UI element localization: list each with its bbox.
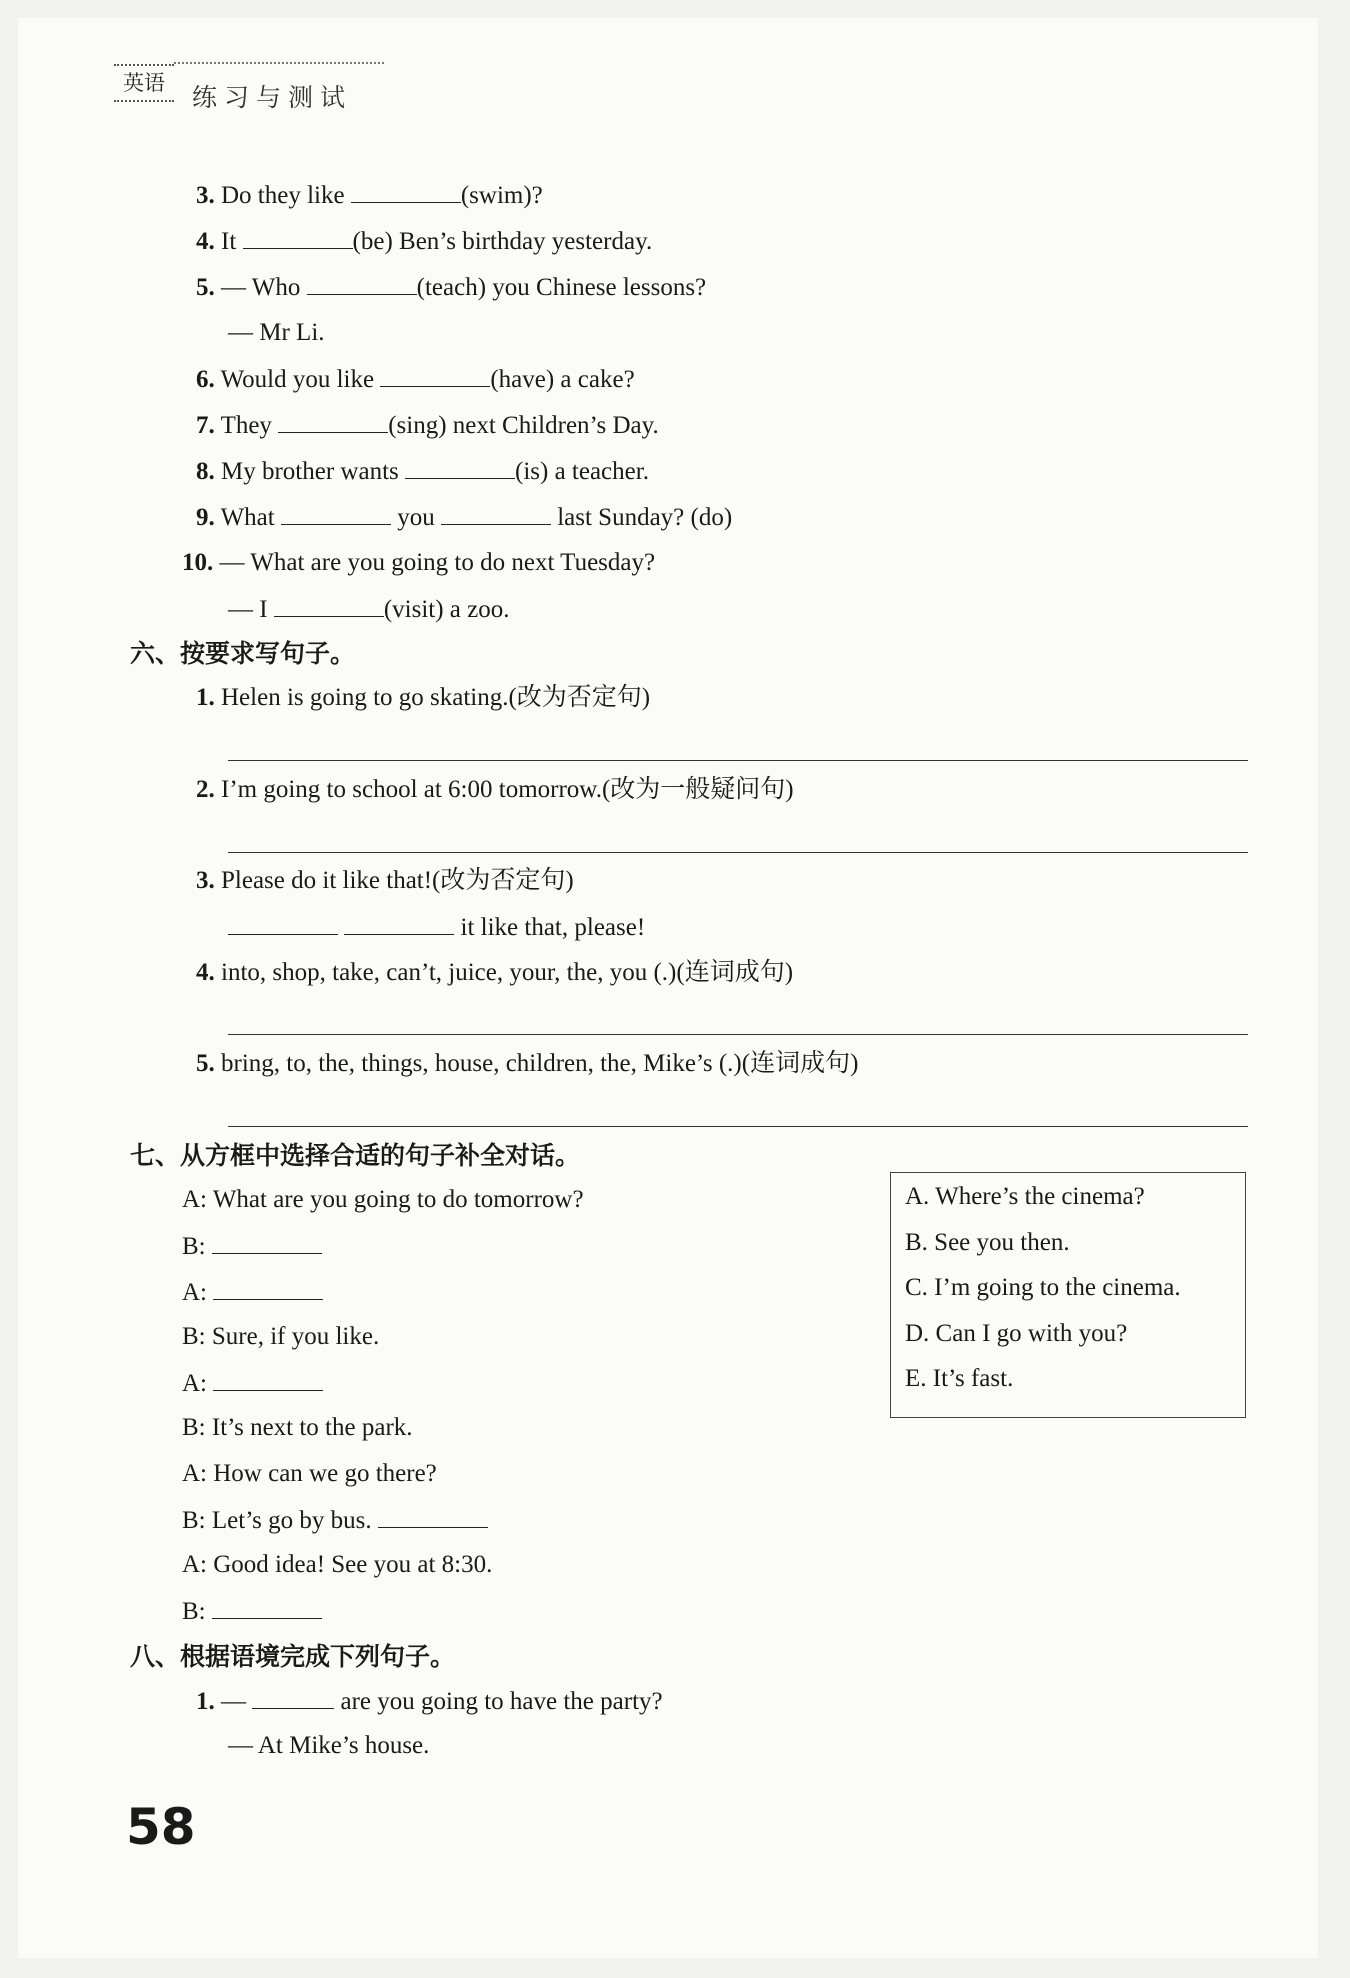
answer-blank[interactable]	[212, 1231, 322, 1254]
section-8-title: 八、根据语境完成下列句子。	[130, 1642, 456, 1671]
answer-blank[interactable]	[243, 226, 353, 249]
dialog-line-9: A: Good idea! See you at 8:30.	[182, 1551, 493, 1578]
s6-question-2: 2. I’m going to school at 6:00 tomorrow.(改为一般疑问句)	[196, 776, 794, 803]
s6-question-1: 1. Helen is going to go skating.(改为否定句)	[196, 684, 651, 711]
answer-blank[interactable]	[405, 456, 515, 479]
dialog-line-8: B: Let’s go by bus.	[182, 1505, 488, 1536]
question-9: 9. What you last Sunday? (do)	[196, 504, 733, 531]
answer-blank[interactable]	[281, 502, 391, 525]
answer-blank[interactable]	[351, 180, 461, 203]
option-a: A. Where’s the cinema?	[905, 1183, 1145, 1210]
answer-blank[interactable]	[252, 1686, 334, 1709]
answer-blank[interactable]	[344, 912, 454, 935]
book-title: 练习与测试	[192, 83, 353, 112]
question-4: 4. It (be) Ben’s birthday yesterday.	[196, 228, 653, 255]
s6-question-5: 5. bring, to, the, things, house, children, the, Mike’s (.)(连词成句)	[196, 1050, 859, 1077]
question-8: 8. My brother wants (is) a teacher.	[196, 458, 649, 485]
answer-line[interactable]	[228, 852, 1248, 853]
dialog-line-7: A: How can we go there?	[182, 1460, 437, 1487]
answer-blank[interactable]	[213, 1277, 323, 1300]
answer-line[interactable]	[228, 1126, 1248, 1127]
answer-line[interactable]	[228, 760, 1248, 761]
s6-question-3: 3. Please do it like that!(改为否定句)	[196, 867, 574, 894]
answer-blank[interactable]	[441, 502, 551, 525]
question-5-reply: — Mr Li.	[228, 319, 325, 346]
answer-blank[interactable]	[378, 1505, 488, 1528]
question-3: 3. Do they like (swim)?	[196, 182, 543, 209]
answer-blank[interactable]	[213, 1368, 323, 1391]
dialog-line-1: A: What are you going to do tomorrow?	[182, 1186, 584, 1213]
answer-blank[interactable]	[380, 364, 490, 387]
option-e: E. It’s fast.	[905, 1365, 1014, 1392]
question-6: 6. Would you like (have) a cake?	[196, 366, 635, 393]
option-b: B. See you then.	[905, 1229, 1070, 1256]
section-7-title: 七、从方框中选择合适的句子补全对话。	[130, 1141, 581, 1170]
dialog-line-6: B: It’s next to the park.	[182, 1414, 413, 1441]
subject-tag: 英语	[114, 64, 174, 102]
section-6-title: 六、按要求写句子。	[130, 639, 356, 668]
answer-blank[interactable]	[212, 1596, 322, 1619]
header-rule	[174, 62, 384, 64]
answer-blank[interactable]	[278, 410, 388, 433]
question-10: 10. — What are you going to do next Tuesday?	[182, 549, 656, 576]
question-7: 7. They (sing) next Children’s Day.	[196, 412, 659, 439]
s8-question-1-reply: — At Mike’s house.	[228, 1732, 430, 1759]
question-5: 5. — Who (teach) you Chinese lessons?	[196, 274, 707, 301]
answer-blank[interactable]	[228, 912, 338, 935]
dialog-line-2: B:	[182, 1231, 322, 1262]
dialog-line-10: B:	[182, 1596, 322, 1627]
dialog-line-4: B: Sure, if you like.	[182, 1323, 380, 1350]
answer-line[interactable]	[228, 1034, 1248, 1035]
dialog-line-5: A:	[182, 1368, 323, 1399]
answer-blank[interactable]	[274, 594, 384, 617]
s8-question-1: 1. — are you going to have the party?	[196, 1688, 663, 1715]
page-number: 58	[126, 1798, 196, 1856]
s6-question-3-answer: it like that, please!	[228, 912, 645, 943]
dialog-line-3: A:	[182, 1277, 323, 1308]
option-c: C. I’m going to the cinema.	[905, 1274, 1181, 1301]
s6-question-4: 4. into, shop, take, can’t, juice, your, the, you (.)(连词成句)	[196, 959, 794, 986]
question-10-reply: — I (visit) a zoo.	[228, 596, 510, 623]
options-box	[890, 1172, 1246, 1418]
answer-blank[interactable]	[307, 272, 417, 295]
option-d: D. Can I go with you?	[905, 1320, 1128, 1347]
